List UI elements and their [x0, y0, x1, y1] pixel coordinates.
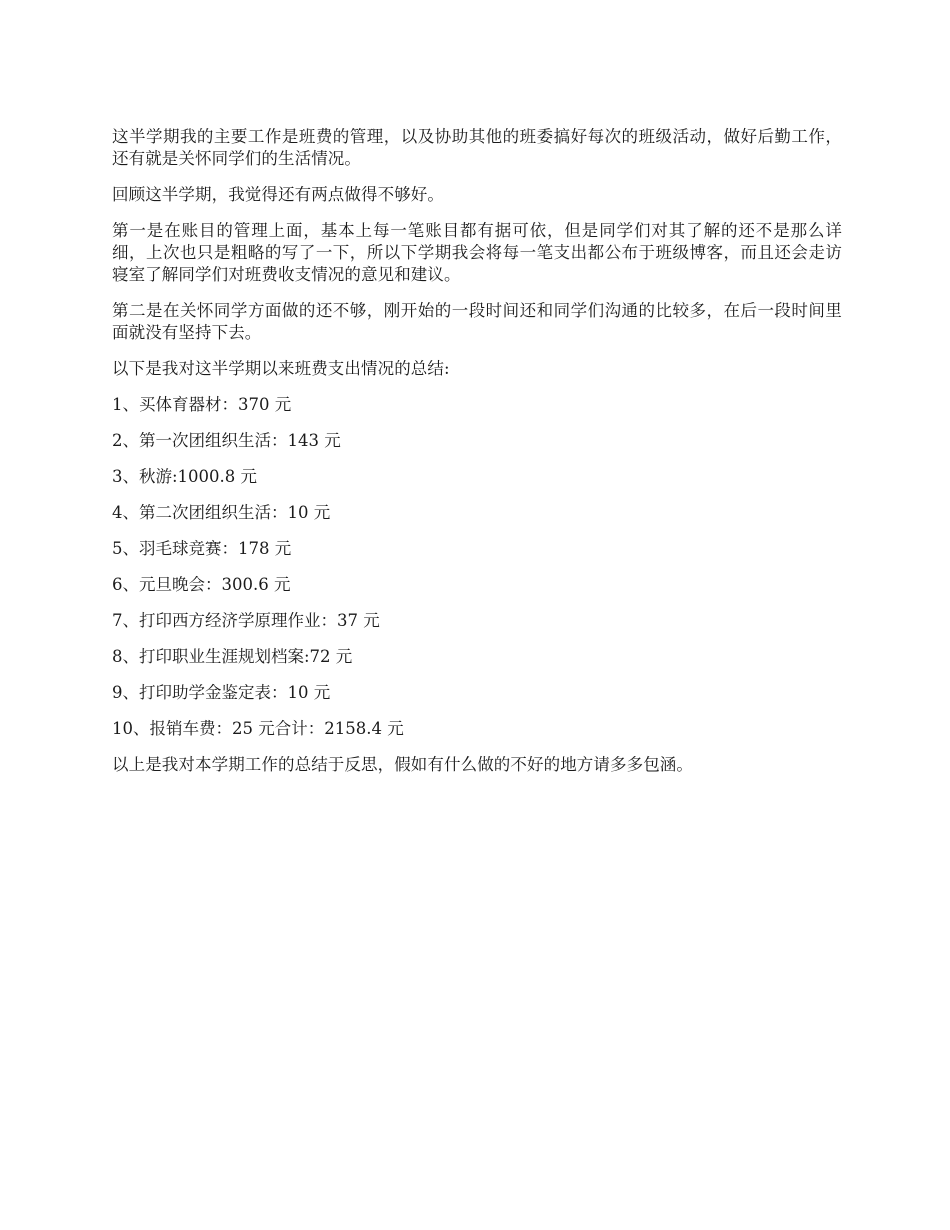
expense-item: 10、报销车费：25 元合计：2158.4 元 [112, 719, 404, 738]
summary-intro-paragraph: 以下是我对这半学期以来班费支出情况的总结: [112, 359, 450, 378]
expense-item: 1、买体育器材：370 元 [112, 395, 292, 414]
point-one-paragraph: 第一是在账目的管理上面，基本上每一笔账目都有据可依，但是同学们对其了解的还不是那么详细，上次也只是粗略的写了一下，所以下学期我会将每一笔支出都公布于班级博客，而且还会走访寝室了解同学们对班费收支情况的意见和建议。 [112, 221, 842, 284]
expense-item: 7、打印西方经济学原理作业：37 元 [112, 611, 380, 630]
point-two-paragraph: 第二是在关怀同学方面做的还不够，刚开始的一段时间还和同学们沟通的比较多，在后一段时间里面就没有坚持下去。 [112, 301, 842, 342]
intro-paragraph: 这半学期我的主要工作是班费的管理，以及协助其他的班委搞好每次的班级活动，做好后勤工作，还有就是关怀同学们的生活情况。 [112, 127, 842, 168]
expense-item: 9、打印助学金鉴定表：10 元 [112, 683, 331, 702]
expense-item: 5、羽毛球竞赛：178 元 [112, 539, 292, 558]
closing-paragraph: 以上是我对本学期工作的总结于反思，假如有什么做的不好的地方请多多包涵。 [112, 755, 693, 774]
document-body [112, 126, 842, 776]
expense-item: 2、第一次团组织生活：143 元 [112, 431, 341, 450]
expense-item: 6、元旦晚会：300.6 元 [112, 575, 291, 594]
expense-list [112, 394, 842, 740]
expense-item: 8、打印职业生涯规划档案:72 元 [112, 647, 353, 666]
expense-item: 3、秋游:1000.8 元 [112, 467, 258, 486]
expense-item: 4、第二次团组织生活：10 元 [112, 503, 331, 522]
review-paragraph: 回顾这半学期，我觉得还有两点做得不够好。 [112, 185, 444, 204]
